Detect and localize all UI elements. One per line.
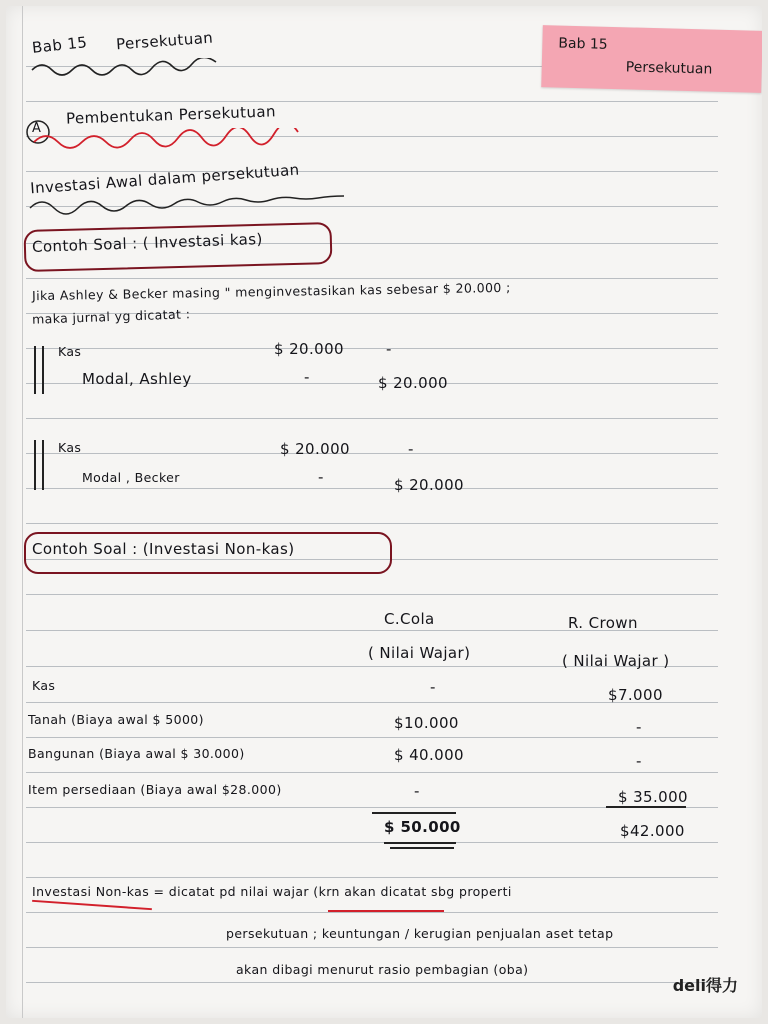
note-line: Investasi Non-kas = dicatat pd nilai wajar (krn akan dicatat sbg properti bbox=[32, 884, 512, 899]
total-col1: $ 50.000 bbox=[384, 818, 461, 836]
squiggle-underline bbox=[30, 58, 220, 80]
squiggle-underline bbox=[28, 192, 348, 216]
total-rule bbox=[606, 806, 686, 808]
journal-1-debit-amount: $ 20.000 bbox=[274, 340, 344, 358]
red-squiggle-underline bbox=[32, 128, 302, 152]
chapter-title: Persekutuan bbox=[115, 28, 214, 54]
ruled-line bbox=[26, 737, 718, 738]
row-col1-value: - bbox=[430, 678, 436, 696]
sticky-tab-chapter: Bab 15 bbox=[558, 35, 608, 53]
total-double-rule bbox=[384, 842, 456, 844]
example-1-label: Contoh Soal : ( Investasi kas) bbox=[31, 229, 263, 257]
row-col2-value: - bbox=[636, 718, 642, 736]
example-1-text: Jika Ashley & Becker masing " menginvestasikan kas sebesar $ 20.000 ; bbox=[31, 279, 511, 304]
row-col2-value: $7.000 bbox=[608, 686, 663, 704]
section-marker: A bbox=[32, 121, 42, 136]
journal-1-credit-account: Modal, Ashley bbox=[82, 370, 192, 388]
notebook-brand-logo: deli得力 bbox=[672, 976, 738, 995]
red-underline bbox=[328, 910, 444, 912]
row-col2-value: $ 35.000 bbox=[618, 788, 688, 806]
journal-1-credit-dash: - bbox=[304, 368, 310, 386]
sticky-tab bbox=[541, 25, 762, 93]
ruled-line bbox=[26, 982, 718, 983]
ruled-line bbox=[26, 912, 718, 913]
total-col2: $42.000 bbox=[620, 822, 685, 840]
column-2-subheader: ( Nilai Wajar ) bbox=[562, 652, 670, 670]
sticky-tab-title: Persekutuan bbox=[625, 59, 713, 78]
ruled-line bbox=[26, 842, 718, 843]
column-1-subheader: ( Nilai Wajar) bbox=[368, 644, 471, 662]
note-line-2: persekutuan ; keuntungan / kerugian penjualan aset tetap bbox=[226, 926, 614, 941]
journal-2-credit-dash: - bbox=[318, 468, 324, 486]
ruled-line bbox=[26, 947, 718, 948]
ruled-line bbox=[26, 348, 718, 349]
section-title: Pembentukan Persekutuan bbox=[65, 102, 277, 128]
ruled-line bbox=[26, 594, 718, 595]
ruled-line bbox=[26, 418, 718, 419]
column-1-header: C.Cola bbox=[384, 610, 435, 628]
total-rule bbox=[372, 812, 456, 814]
journal-marker bbox=[34, 440, 44, 490]
note-line-3: akan dibagi menurut rasio pembagian (oba) bbox=[236, 962, 529, 977]
subheading: Investasi Awal dalam persekutuan bbox=[29, 160, 301, 198]
journal-2-credit-amount: $ 20.000 bbox=[394, 476, 464, 494]
journal-2-credit-account: Modal , Becker bbox=[82, 470, 180, 485]
red-underline bbox=[32, 900, 152, 910]
row-col1-value: $10.000 bbox=[394, 714, 459, 732]
column-2-header: R. Crown bbox=[568, 614, 638, 632]
ruled-line bbox=[26, 278, 718, 279]
journal-marker bbox=[34, 346, 44, 394]
journal-2-debit-amount: $ 20.000 bbox=[280, 440, 350, 458]
journal-1-credit-amount: $ 20.000 bbox=[378, 374, 448, 392]
total-double-rule bbox=[390, 847, 454, 849]
ruled-line bbox=[26, 101, 718, 102]
example-2-label: Contoh Soal : (Investasi Non-kas) bbox=[32, 540, 295, 558]
example-1-text-2: maka jurnal yg dicatat : bbox=[31, 306, 191, 327]
margin-line bbox=[22, 6, 23, 1018]
row-col1-value: - bbox=[414, 782, 420, 800]
row-account: Tanah (Biaya awal $ 5000) bbox=[28, 712, 204, 727]
notebook-page bbox=[6, 6, 762, 1018]
ruled-line bbox=[26, 877, 718, 878]
journal-2-debit-dash: - bbox=[408, 440, 414, 458]
ruled-line bbox=[26, 488, 718, 489]
journal-1-debit-dash: - bbox=[386, 340, 392, 358]
row-account: Bangunan (Biaya awal $ 30.000) bbox=[28, 746, 245, 761]
journal-1-debit-account: Kas bbox=[58, 344, 82, 359]
row-account: Kas bbox=[32, 678, 56, 693]
ruled-line bbox=[26, 523, 718, 524]
chapter-number: Bab 15 bbox=[31, 33, 89, 57]
journal-2-debit-account: Kas bbox=[58, 440, 82, 455]
ruled-line bbox=[26, 772, 718, 773]
ruled-line bbox=[26, 453, 718, 454]
row-col1-value: $ 40.000 bbox=[394, 746, 464, 764]
row-account: Item persediaan (Biaya awal $28.000) bbox=[28, 782, 282, 797]
row-col2-value: - bbox=[636, 752, 642, 770]
